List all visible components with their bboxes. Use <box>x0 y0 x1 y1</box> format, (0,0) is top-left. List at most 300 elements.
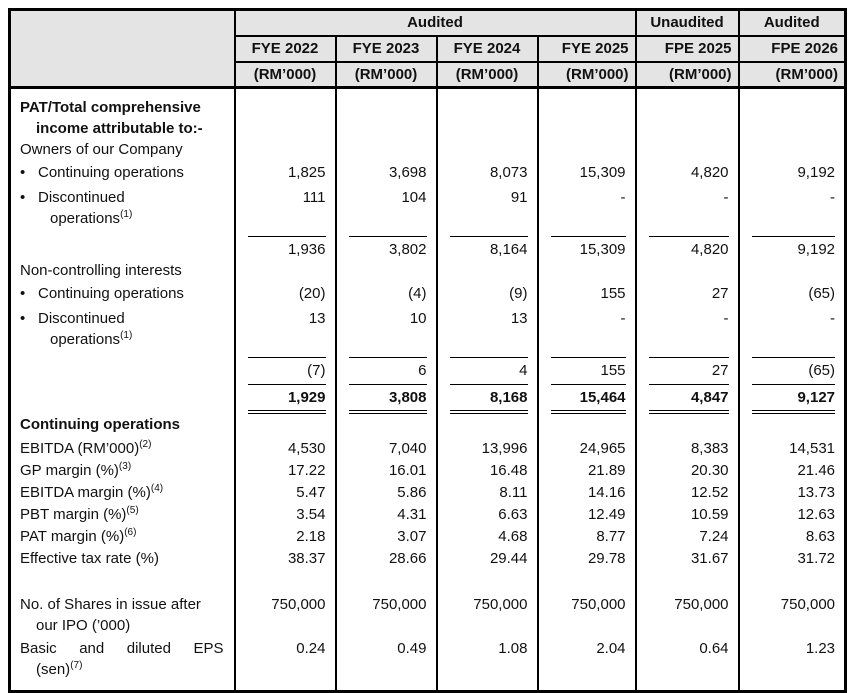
value-cell <box>636 504 739 526</box>
value-text: (20) <box>298 285 326 302</box>
label-word: diluted <box>126 640 171 657</box>
value-cell <box>235 460 336 482</box>
value-cell <box>739 638 846 692</box>
value-cell <box>636 381 739 414</box>
value-cell <box>437 187 538 233</box>
value-cell <box>336 548 437 570</box>
value-cell <box>336 504 437 526</box>
value-text: - <box>830 310 836 327</box>
value-cell <box>336 139 437 162</box>
value-text: 7.24 <box>699 528 729 545</box>
bullet-icon: • <box>20 285 26 302</box>
row-label-cell <box>10 570 235 594</box>
value-rule-box: 1,936 <box>248 236 326 260</box>
value-cell <box>336 283 437 308</box>
value-text: 27 <box>711 285 729 302</box>
value-cell <box>636 482 739 504</box>
value-cell <box>636 88 739 140</box>
value-cell <box>235 260 336 283</box>
value-text: 104 <box>401 189 427 206</box>
value-text: 750,000 <box>372 596 427 613</box>
row-label-cell <box>10 88 235 140</box>
value-cell <box>636 308 739 354</box>
value-text: 91 <box>510 189 528 206</box>
value-cell <box>739 139 846 162</box>
value-text: 24,965 <box>579 440 626 457</box>
value-cell <box>636 548 739 570</box>
corner-cell <box>10 10 235 88</box>
row-label-cell <box>10 139 235 162</box>
table-row <box>10 460 846 482</box>
row-label-line: our IPO (’000) <box>36 617 131 634</box>
table-row <box>10 526 846 548</box>
row-label-line: • Continuing operations <box>20 164 184 181</box>
value-cell <box>538 414 636 438</box>
row-label-line: income attributable to:- <box>36 120 203 137</box>
value-cell <box>336 381 437 414</box>
value-text: 8,073 <box>489 164 528 181</box>
value-text: 29.78 <box>587 550 626 567</box>
value-cell <box>538 233 636 260</box>
table-row <box>10 414 846 438</box>
value-cell <box>538 504 636 526</box>
value-cell <box>235 381 336 414</box>
value-text: 31.67 <box>690 550 729 567</box>
value-cell <box>235 594 336 638</box>
footnote-superscript: (1) <box>120 209 133 220</box>
value-cell <box>538 526 636 548</box>
value-cell <box>636 354 739 381</box>
row-label-line: PBT margin (%)$^{(5)}$ <box>20 505 139 523</box>
table-row <box>10 187 846 233</box>
value-cell <box>538 162 636 187</box>
value-rule-box: 9,127 <box>752 384 836 414</box>
footnote-superscript: (6) <box>124 527 137 538</box>
value-rule-box: 3,802 <box>349 236 427 260</box>
row-label-cell <box>10 260 235 283</box>
value-rule-box: 8,168 <box>450 384 528 414</box>
row-label-line: Effective tax rate (%) <box>20 550 159 567</box>
value-cell <box>437 504 538 526</box>
value-cell <box>235 526 336 548</box>
value-cell <box>739 381 846 414</box>
value-cell <box>336 260 437 283</box>
value-cell <box>336 638 437 692</box>
column-group-header: Audited <box>235 10 636 36</box>
value-text: 13,996 <box>481 440 528 457</box>
value-cell <box>437 354 538 381</box>
value-cell <box>538 548 636 570</box>
value-text: 10 <box>409 310 427 327</box>
value-cell <box>636 438 739 460</box>
value-cell <box>636 638 739 692</box>
value-text: 8,383 <box>690 440 729 457</box>
spacer-row <box>10 570 846 594</box>
table-row <box>10 260 846 283</box>
value-text: 0.24 <box>296 640 326 657</box>
value-text: (4) <box>408 285 427 302</box>
value-cell <box>437 139 538 162</box>
value-cell <box>437 526 538 548</box>
value-text: 13 <box>308 310 326 327</box>
value-cell <box>636 233 739 260</box>
row-label-cell <box>10 548 235 570</box>
value-cell <box>437 482 538 504</box>
row-label-line: GP margin (%)$^{(3)}$ <box>20 461 132 479</box>
value-cell <box>739 438 846 460</box>
label-word: and <box>79 640 105 657</box>
row-label-line: • Discontinued <box>20 189 125 206</box>
value-cell <box>636 260 739 283</box>
row-label-line: PAT margin (%)$^{(6)}$ <box>20 527 137 545</box>
period-header: FYE 2023 <box>336 36 437 62</box>
row-label-cell <box>10 438 235 460</box>
table-row <box>10 162 846 187</box>
row-label-cell <box>10 504 235 526</box>
value-rule-box: 8,164 <box>450 236 528 260</box>
value-text: 0.49 <box>397 640 427 657</box>
value-cell <box>739 570 846 594</box>
value-cell <box>739 526 846 548</box>
value-text: 750,000 <box>271 596 326 613</box>
period-header: FPE 2025 <box>636 36 739 62</box>
row-label-line: Continuing operations <box>20 416 180 433</box>
value-cell <box>235 88 336 140</box>
row-label-line: operations$^{(1)}$ <box>50 330 133 348</box>
table-row <box>10 354 846 381</box>
value-text: 4,820 <box>690 164 729 181</box>
value-text: 1,825 <box>287 164 326 181</box>
value-cell <box>235 414 336 438</box>
value-cell <box>437 381 538 414</box>
row-label-cell <box>10 354 235 381</box>
value-cell <box>538 283 636 308</box>
value-text: (9) <box>509 285 528 302</box>
value-cell <box>636 594 739 638</box>
value-cell <box>437 414 538 438</box>
value-text: 12.52 <box>690 484 729 501</box>
table-row <box>10 139 846 162</box>
value-text: 20.30 <box>690 462 729 479</box>
value-text: 0.64 <box>699 640 729 657</box>
value-text: 8.77 <box>596 528 626 545</box>
label-word: Basic <box>20 640 57 657</box>
row-label-line: PAT/Total comprehensive <box>20 99 201 116</box>
row-label-line: Owners of our Company <box>20 141 183 158</box>
value-cell <box>235 162 336 187</box>
value-cell <box>538 260 636 283</box>
row-label-cell <box>10 381 235 414</box>
table-row <box>10 438 846 460</box>
value-text: 2.04 <box>596 640 626 657</box>
value-text: 6.63 <box>498 506 528 523</box>
row-label-line: Non-controlling interests <box>20 262 182 279</box>
footnote-superscript: (4) <box>150 483 164 494</box>
value-cell <box>437 460 538 482</box>
value-text: 155 <box>600 285 626 302</box>
value-cell <box>437 233 538 260</box>
value-cell <box>437 548 538 570</box>
period-header: FYE 2022 <box>235 36 336 62</box>
value-cell <box>437 570 538 594</box>
period-header: FYE 2024 <box>437 36 538 62</box>
value-cell <box>636 414 739 438</box>
unit-header: (RM’000) <box>636 62 739 88</box>
value-rule-box: 6 <box>349 357 427 381</box>
value-cell <box>235 283 336 308</box>
value-rule-box: 27 <box>649 357 729 381</box>
value-text: 5.47 <box>296 484 326 501</box>
unit-header: (RM’000) <box>739 62 846 88</box>
value-text: 4.68 <box>498 528 528 545</box>
value-cell <box>235 187 336 233</box>
value-cell <box>538 460 636 482</box>
value-text: 1.08 <box>498 640 528 657</box>
value-cell <box>538 594 636 638</box>
value-cell <box>235 570 336 594</box>
value-text: 29.44 <box>489 550 528 567</box>
value-text: 28.66 <box>388 550 427 567</box>
value-cell <box>538 187 636 233</box>
value-text: - <box>723 310 729 327</box>
table-row <box>10 233 846 260</box>
row-label-cell <box>10 526 235 548</box>
value-text: 2.18 <box>296 528 326 545</box>
row-label-line: • Discontinued <box>20 310 125 327</box>
value-text: 750,000 <box>571 596 626 613</box>
table-body <box>10 88 846 692</box>
value-cell <box>235 139 336 162</box>
value-cell <box>336 308 437 354</box>
value-text: 16.01 <box>388 462 427 479</box>
table-row <box>10 504 846 526</box>
table-row <box>10 548 846 570</box>
table-row <box>10 283 846 308</box>
value-text: 17.22 <box>287 462 326 479</box>
value-cell <box>636 460 739 482</box>
row-label-cell <box>10 162 235 187</box>
financial-summary-table <box>8 8 847 693</box>
footnote-superscript: (1) <box>120 330 133 341</box>
value-cell <box>739 88 846 140</box>
footnote-superscript: (5) <box>126 505 139 516</box>
value-rule-box: 4,847 <box>649 384 729 414</box>
value-cell <box>336 88 437 140</box>
value-cell <box>235 233 336 260</box>
value-cell <box>739 260 846 283</box>
value-rule-box: 9,192 <box>752 236 836 260</box>
row-label-line: operations$^{(1)}$ <box>50 209 133 227</box>
value-cell <box>235 354 336 381</box>
row-label-cell <box>10 233 235 260</box>
value-cell <box>538 381 636 414</box>
value-cell <box>235 308 336 354</box>
label-word: EPS <box>193 640 224 657</box>
header-group-row <box>10 10 846 36</box>
value-text: 3,698 <box>388 164 427 181</box>
value-rule-box: 15,309 <box>551 236 626 260</box>
value-cell <box>336 526 437 548</box>
table-row <box>10 482 846 504</box>
footnote-superscript: (7) <box>70 660 83 671</box>
period-header: FPE 2026 <box>739 36 846 62</box>
value-text: - <box>620 189 626 206</box>
value-text: 3.07 <box>397 528 427 545</box>
value-text: 15,309 <box>579 164 626 181</box>
value-cell <box>538 482 636 504</box>
value-cell <box>336 233 437 260</box>
value-cell <box>235 482 336 504</box>
row-label-cell <box>10 594 235 638</box>
value-cell <box>538 308 636 354</box>
value-cell <box>739 283 846 308</box>
table-row <box>10 381 846 414</box>
value-text: 750,000 <box>780 596 836 613</box>
value-cell <box>636 283 739 308</box>
bullet-icon: • <box>20 164 26 181</box>
value-cell <box>739 548 846 570</box>
value-text: 1.23 <box>805 640 836 657</box>
value-text: 31.72 <box>797 550 836 567</box>
value-cell <box>739 354 846 381</box>
value-text: 13.73 <box>797 484 836 501</box>
value-cell <box>636 139 739 162</box>
value-cell <box>739 460 846 482</box>
table-row <box>10 638 846 692</box>
value-cell <box>437 260 538 283</box>
value-text: 4,530 <box>287 440 326 457</box>
row-label-line: EBITDA (RM’000)$^{(2)}$ <box>20 439 152 457</box>
value-text: 8.63 <box>805 528 836 545</box>
value-cell <box>336 187 437 233</box>
value-text: 111 <box>302 189 326 206</box>
value-rule-box: 4 <box>450 357 528 381</box>
value-text: 38.37 <box>287 550 326 567</box>
row-label-cell <box>10 414 235 438</box>
row-label-line: EBITDA margin (%)$^{(4)}$ <box>20 483 164 501</box>
value-cell <box>437 88 538 140</box>
value-text: 16.48 <box>489 462 528 479</box>
value-cell <box>235 638 336 692</box>
value-text: 3.54 <box>296 506 326 523</box>
table-row <box>10 88 846 140</box>
value-cell <box>739 482 846 504</box>
value-cell <box>437 594 538 638</box>
value-rule-box: 3,808 <box>349 384 427 414</box>
unit-header: (RM’000) <box>538 62 636 88</box>
unit-header: (RM’000) <box>235 62 336 88</box>
value-cell <box>739 162 846 187</box>
value-cell <box>538 570 636 594</box>
value-cell <box>336 354 437 381</box>
value-text: 10.59 <box>690 506 729 523</box>
value-text: 12.49 <box>587 506 626 523</box>
value-cell <box>739 233 846 260</box>
value-text: (65) <box>808 285 836 302</box>
value-cell <box>336 460 437 482</box>
value-text: 750,000 <box>473 596 528 613</box>
row-label-cell <box>10 482 235 504</box>
value-rule-box: (7) <box>248 357 326 381</box>
value-text: 21.46 <box>797 462 836 479</box>
value-text: 14.16 <box>587 484 626 501</box>
value-text: 5.86 <box>397 484 427 501</box>
value-text: 750,000 <box>674 596 729 613</box>
value-cell <box>636 162 739 187</box>
value-cell <box>437 438 538 460</box>
row-label-cell <box>10 460 235 482</box>
bullet-icon: • <box>20 189 26 206</box>
unit-header: (RM’000) <box>437 62 538 88</box>
value-rule-box: 15,464 <box>551 384 626 414</box>
value-cell <box>739 187 846 233</box>
value-cell <box>336 594 437 638</box>
value-text: 8.11 <box>499 484 528 501</box>
value-text: 4.31 <box>397 506 427 523</box>
value-text: 7,040 <box>388 440 427 457</box>
bullet-icon: • <box>20 310 26 327</box>
row-label-cell <box>10 187 235 233</box>
value-text: 9,192 <box>797 164 836 181</box>
value-cell <box>739 594 846 638</box>
value-cell <box>235 548 336 570</box>
row-label-cell <box>10 638 235 692</box>
value-text: 14,531 <box>789 440 836 457</box>
value-cell <box>336 570 437 594</box>
value-text: - <box>620 310 626 327</box>
value-text: - <box>723 189 729 206</box>
value-cell <box>336 438 437 460</box>
table-row <box>10 594 846 638</box>
value-cell <box>739 414 846 438</box>
row-label-cell <box>10 283 235 308</box>
value-rule-box: 155 <box>551 357 626 381</box>
table-header <box>10 10 846 88</box>
value-cell <box>336 482 437 504</box>
row-label-line: No. of Shares in issue after <box>20 596 201 613</box>
value-cell <box>437 638 538 692</box>
value-cell <box>538 438 636 460</box>
value-cell <box>437 283 538 308</box>
value-cell <box>437 308 538 354</box>
value-text: 13 <box>510 310 528 327</box>
value-cell <box>235 504 336 526</box>
value-rule-box: (65) <box>752 357 836 381</box>
table-row <box>10 308 846 354</box>
value-cell <box>636 526 739 548</box>
period-header: FYE 2025 <box>538 36 636 62</box>
row-label-cell <box>10 308 235 354</box>
value-cell <box>538 88 636 140</box>
value-text: 21.89 <box>587 462 626 479</box>
row-label-line: (sen)$^{(7)}$ <box>36 660 83 678</box>
value-cell <box>235 438 336 460</box>
value-cell <box>538 354 636 381</box>
unit-header: (RM’000) <box>336 62 437 88</box>
value-text: 12.63 <box>797 506 836 523</box>
value-text: - <box>830 189 836 206</box>
row-label-line: • Continuing operations <box>20 285 184 302</box>
column-group-header: Audited <box>739 10 846 36</box>
value-cell <box>636 570 739 594</box>
column-group-header: Unaudited <box>636 10 739 36</box>
value-rule-box: 4,820 <box>649 236 729 260</box>
value-cell <box>739 504 846 526</box>
value-rule-box: 1,929 <box>248 384 326 414</box>
value-cell <box>538 638 636 692</box>
footnote-superscript: (3) <box>118 461 132 472</box>
value-cell <box>739 308 846 354</box>
